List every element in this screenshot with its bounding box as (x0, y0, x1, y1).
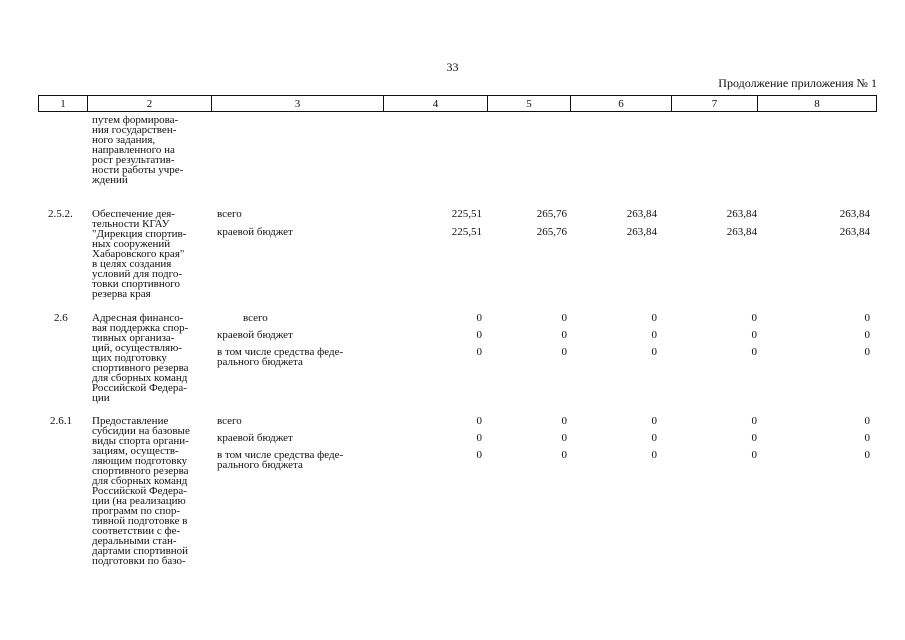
value-cell: 0 (751, 329, 757, 341)
source-label: краевой бюджет (217, 329, 293, 341)
value-cell: 0 (651, 432, 657, 444)
value-cell: 0 (751, 312, 757, 324)
value-cell: 263,84 (726, 208, 757, 220)
row-index: 2.5.2. (48, 208, 73, 220)
value-cell: 0 (561, 432, 567, 444)
header-col-4: 4 (384, 96, 488, 112)
value-cell: 0 (751, 415, 757, 427)
row-index: 2.6.1 (50, 415, 72, 427)
value-cell: 0 (561, 346, 567, 358)
value-cell: 0 (751, 432, 757, 444)
value-cell: 0 (864, 329, 870, 341)
source-label: в том числе средства феде- рального бюджета (217, 449, 344, 471)
value-cell: 0 (651, 312, 657, 324)
value-cell: 265,76 (536, 208, 567, 220)
row-description: Адресная финансо- вая поддержка спор- тивных организа- ций, осуществляю- щих подготовку спортивного резерва для сборных команд Российской Федера- ции (92, 312, 189, 404)
value-cell: 0 (864, 449, 870, 461)
value-cell: 0 (476, 449, 482, 461)
header-col-6: 6 (571, 96, 672, 112)
column-number-header (38, 95, 877, 112)
value-cell: 0 (476, 329, 482, 341)
header-col-5: 5 (488, 96, 571, 112)
page-number: 33 (446, 60, 459, 74)
value-cell: 0 (651, 449, 657, 461)
source-label: всего (217, 415, 242, 427)
header-col-7: 7 (672, 96, 758, 112)
value-cell: 0 (476, 312, 482, 324)
continuation-caption: Продолжение приложения № 1 (718, 76, 877, 90)
value-cell: 0 (864, 432, 870, 444)
value-cell: 0 (751, 449, 757, 461)
value-cell: 0 (476, 432, 482, 444)
value-cell: 0 (476, 346, 482, 358)
value-cell: 0 (751, 346, 757, 358)
row-description: Обеспечение дея- тельности КГАУ "Дирекция спортив- ных сооружений Хабаровского края" в целях создания условий для подго- товки спортивного резерва края (92, 208, 187, 300)
value-cell: 265,76 (536, 226, 567, 238)
value-cell: 263,84 (626, 208, 657, 220)
header-col-3: 3 (212, 96, 384, 112)
value-cell: 0 (651, 346, 657, 358)
row-description: Предоставление субсидии на базовые виды спорта органи- зациям, осуществ- ляющим подготовку спортивного резерва для сборных команд Российской Федера- ции (на реализацию программ по спор- тивной подготовке в соответствии с фе- деральными стан- дартами спортивной подготовки по базо- (92, 415, 190, 567)
value-cell: 0 (651, 329, 657, 341)
value-cell: 0 (864, 415, 870, 427)
value-cell: 225,51 (451, 208, 482, 220)
continued-description: путем формирова- ния государствен- ного задания, направленного на рост результатив- ности работы учре- ждений (92, 114, 184, 186)
header-col-8: 8 (758, 96, 877, 112)
value-cell: 263,84 (626, 226, 657, 238)
value-cell: 263,84 (839, 226, 870, 238)
value-cell: 0 (561, 312, 567, 324)
source-label: краевой бюджет (217, 226, 293, 238)
header-col-2: 2 (88, 96, 212, 112)
source-label: всего (217, 208, 242, 220)
value-cell: 0 (561, 415, 567, 427)
value-cell: 263,84 (726, 226, 757, 238)
header-col-1: 1 (39, 96, 88, 112)
value-cell: 0 (651, 415, 657, 427)
value-cell: 263,84 (839, 208, 870, 220)
value-cell: 225,51 (451, 226, 482, 238)
source-label: всего (243, 312, 268, 324)
source-label: в том числе средства феде- рального бюджета (217, 346, 344, 368)
value-cell: 0 (476, 415, 482, 427)
value-cell: 0 (864, 346, 870, 358)
row-index: 2.6 (54, 312, 68, 324)
value-cell: 0 (561, 329, 567, 341)
value-cell: 0 (864, 312, 870, 324)
value-cell: 0 (561, 449, 567, 461)
source-label: краевой бюджет (217, 432, 293, 444)
